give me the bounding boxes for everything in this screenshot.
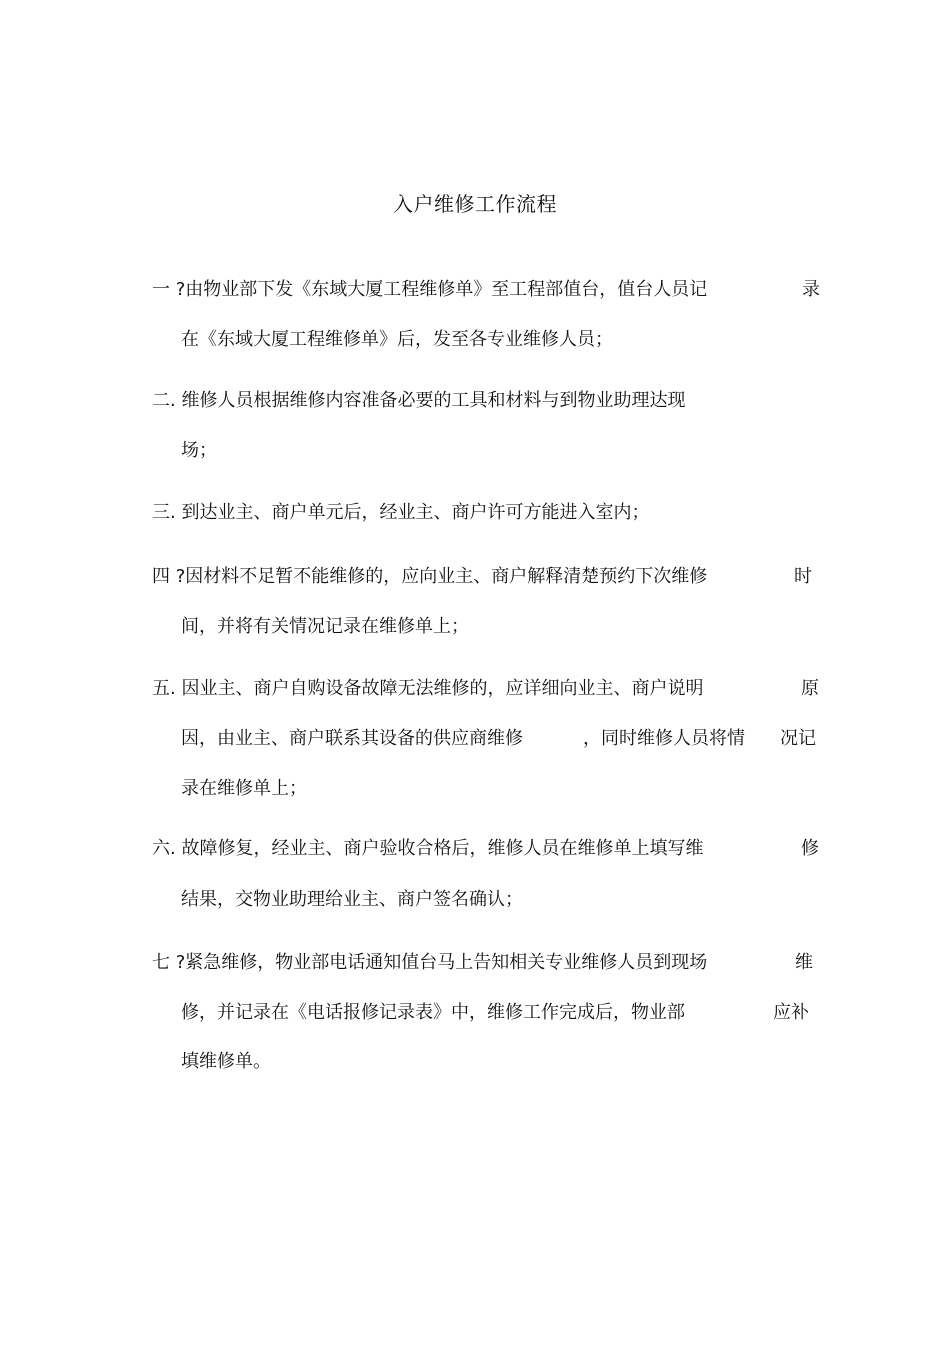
item-2-line-1: 二. 维修人员根据维修内容准备必要的工具和材料与到物业助理达现 (152, 390, 686, 411)
item-1-line-2: 在《东域大厦工程维修单》后，发至各专业维修人员； (181, 329, 613, 350)
item-5-line-1: 五. 因业主、商户自购设备故障无法维修的，应详细向业主、商户说明 (152, 678, 704, 699)
item-3-line-1: 三. 到达业主、商户单元后，经业主、商户许可方能进入室内； (152, 502, 650, 523)
item-1-line-1: 一 ?由物业部下发《东域大厦工程维修单》至工程部值台，值台人员记 (152, 279, 708, 300)
item-4-line-1: 四 ?因材料不足暂不能维修的，应向业主、商户解释清楚预约下次维修 (152, 566, 708, 587)
item-5-line-2-mid: ，同时维修人员将情 (583, 728, 745, 749)
item-7-line-1: 七 ?紧急维修，物业部电话通知值台马上告知相关专业维修人员到现场 (152, 952, 708, 973)
item-7-line-2-tail: 应补 (773, 1002, 809, 1023)
item-6-line-2: 结果，交物业助理给业主、商户签名确认； (181, 889, 523, 910)
item-6-line-1-tail: 修 (801, 838, 819, 859)
page-title: 入户维修工作流程 (393, 192, 557, 216)
item-5-line-2: 因，由业主、商户联系其设备的供应商维修 (181, 728, 523, 749)
item-7-line-3: 填维修单。 (181, 1051, 271, 1072)
item-7-line-1-tail: 维 (795, 952, 813, 973)
item-5-line-1-tail: 原 (801, 678, 819, 699)
item-7-line-2: 修，并记录在《电话报修记录表》中，维修工作完成后，物业部 (181, 1002, 685, 1023)
item-1-line-1-tail: 录 (802, 279, 820, 300)
item-2-line-2: 场； (181, 440, 217, 461)
item-5-line-2-tail: 况记 (780, 728, 816, 749)
item-4-line-2: 间，并将有关情况记录在维修单上； (181, 616, 469, 637)
item-5-line-3: 录在维修单上； (181, 778, 307, 799)
item-4-line-1-tail: 时 (794, 566, 812, 587)
item-6-line-1: 六. 故障修复，经业主、商户验收合格后，维修人员在维修单上填写维 (152, 838, 704, 859)
